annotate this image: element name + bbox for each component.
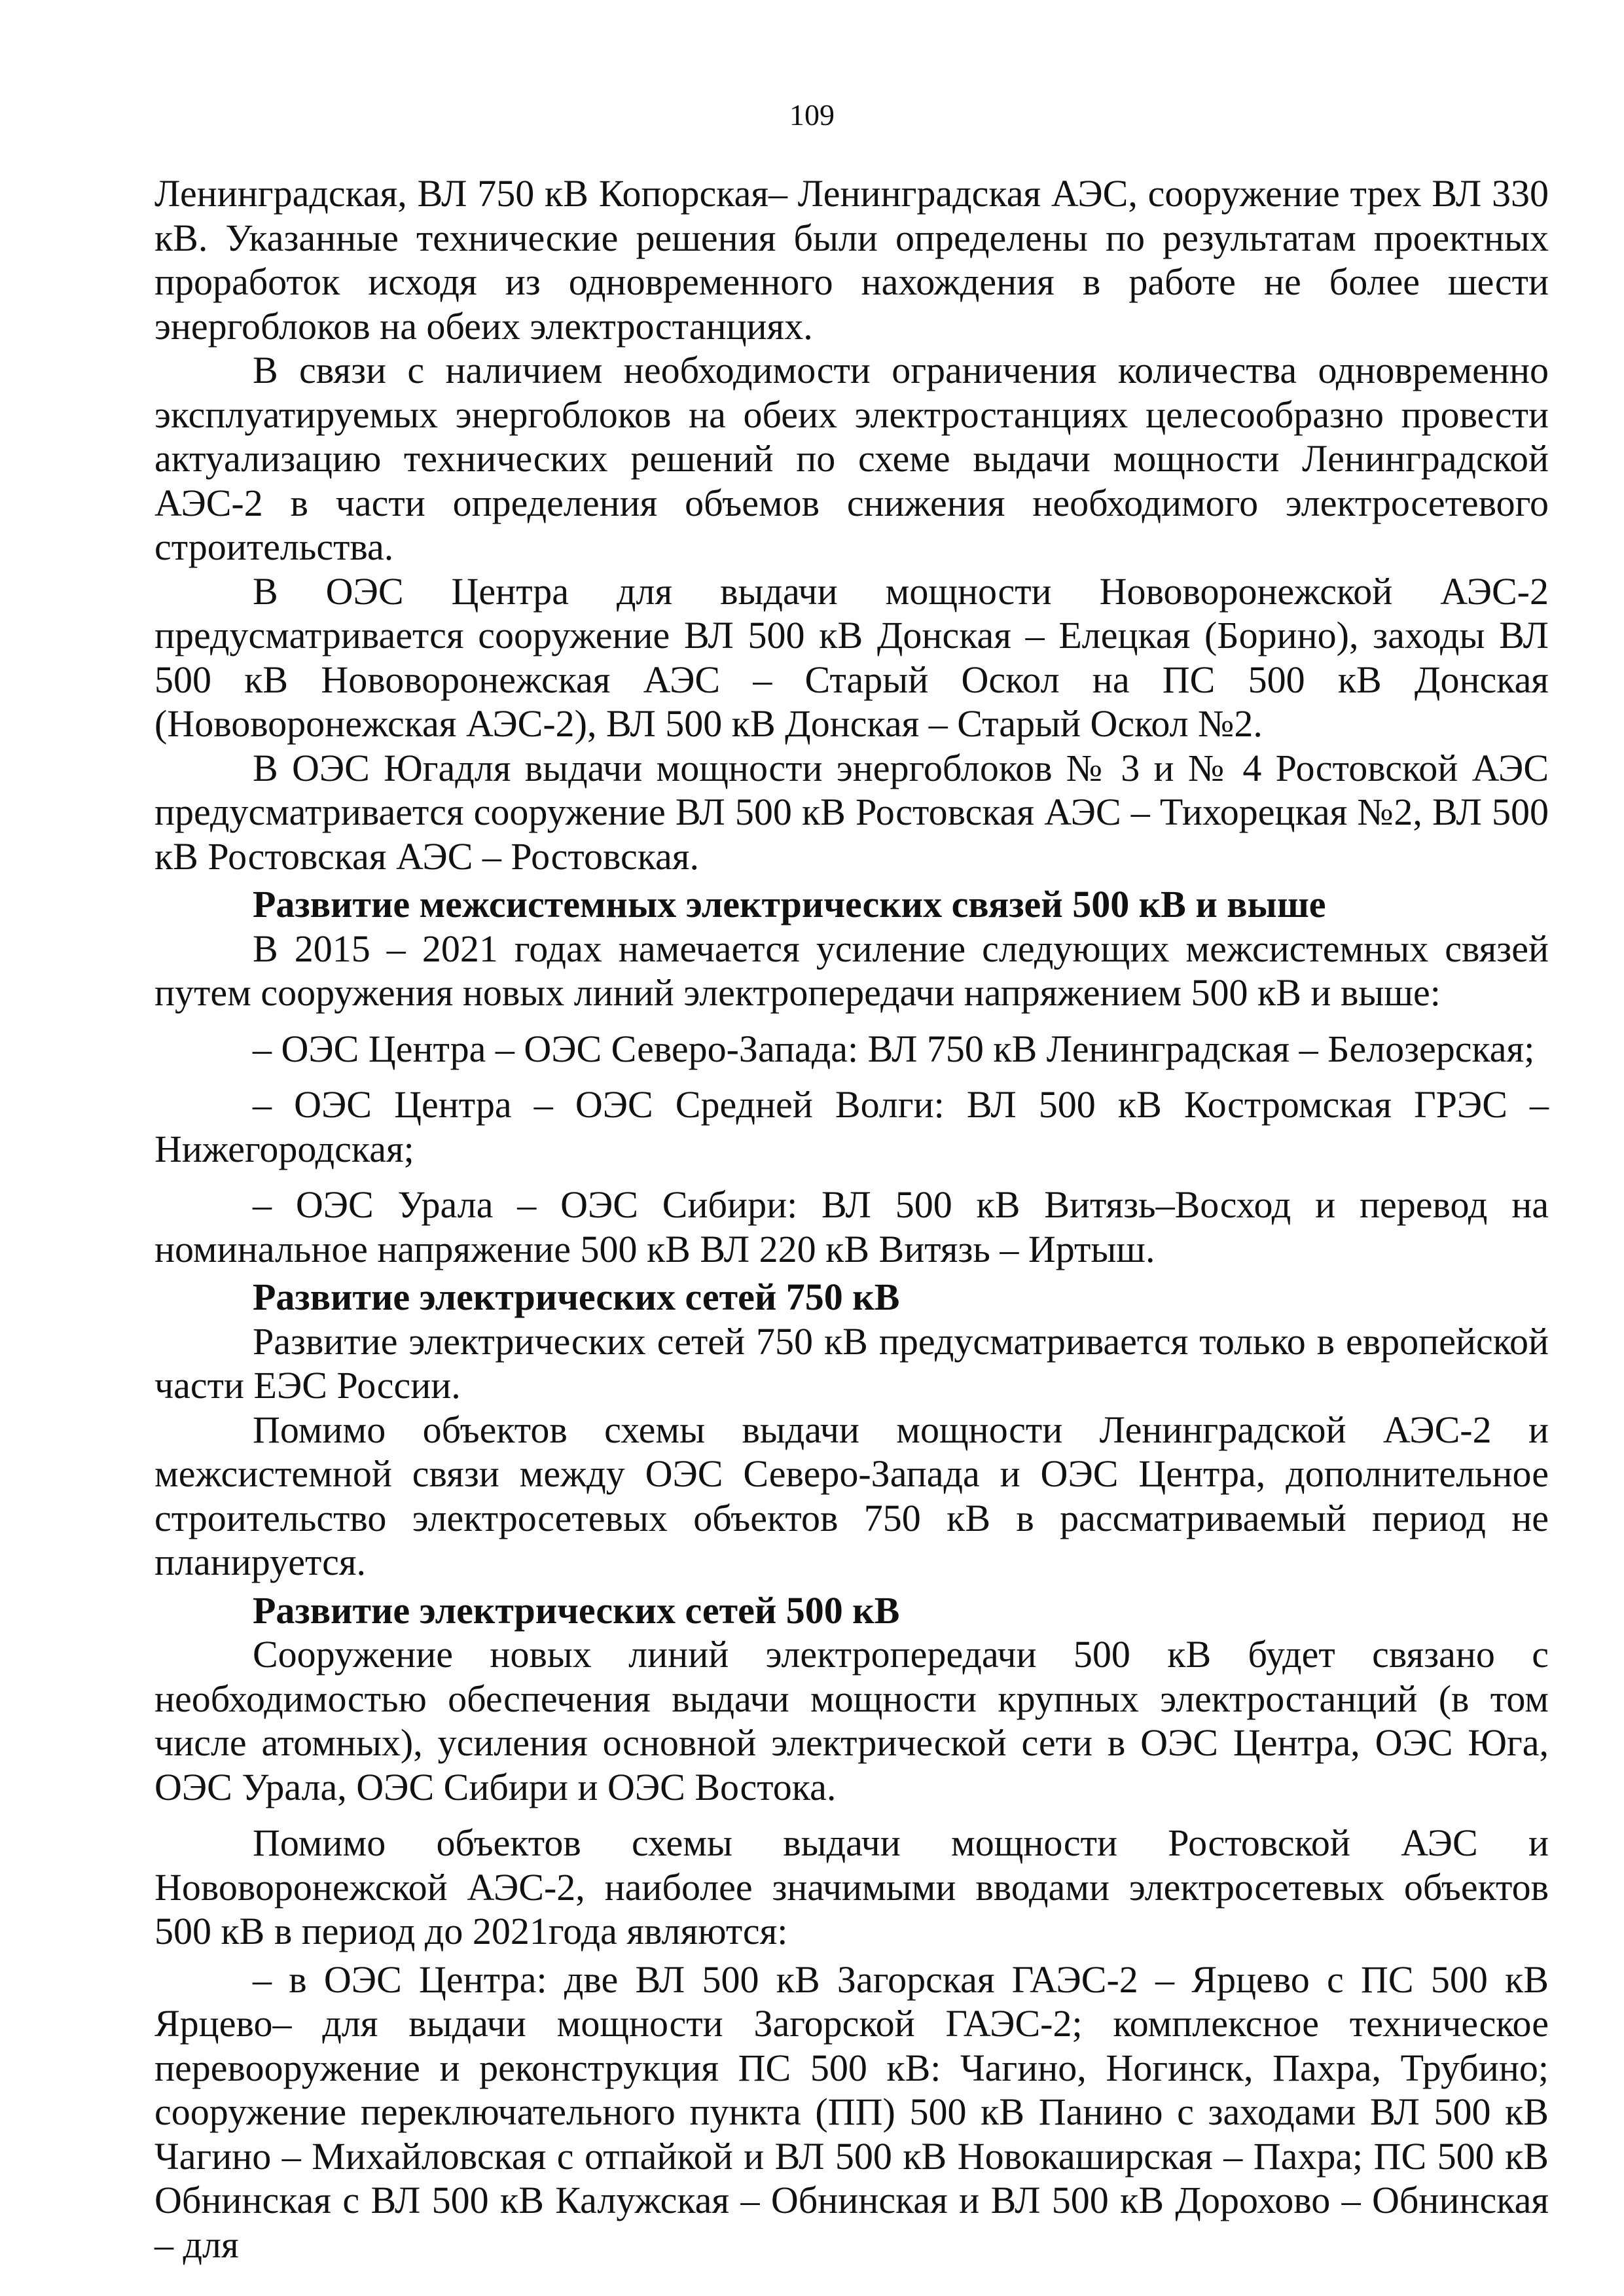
- paragraph-rostov-npp: В ОЭС Югадля выдачи мощности энергоблоков № 3 и № 4 Ростовской АЭС предусматривается сооружение ВЛ 500 кВ Ростовская АЭС – Тихорецкая №2, ВЛ 500 кВ Ростовская АЭС – Ростовская.: [154, 746, 1549, 878]
- list-item-center-northwest: – ОЭС Центра – ОЭС Северо-Запада: ВЛ 750 кВ Ленинградская – Белозерская;: [253, 1027, 1535, 1070]
- list-item-center-500kv: – в ОЭС Центра: две ВЛ 500 кВ Загорская ГАЭС-2 – Ярцево с ПС 500 кВ Ярцево– для выдачи мощности Загорской ГАЭС-2; комплексное техническое перевооружение и реконструкция ПС 500 кВ: Чагино, Ногинск, Пахра, Трубино; сооружение переключательного пункта (ПП) 500 кВ Панино с заходами ВЛ 500 кВ Чагино – Михайловская с отпайкой и ВЛ 500 кВ Новокаширская – Пахра; ПС 500 кВ Обнинская с ВЛ 500 кВ Калужская – Обнинская и ВЛ 500 кВ Дорохово – Обнинская – для: [154, 1958, 1549, 2266]
- section-heading-intersystem: Развитие межсистемных электрических связей 500 кВ и выше: [253, 883, 1326, 925]
- paragraph-500kv-significant-inputs: Помимо объектов схемы выдачи мощности Ростовской АЭС и Нововоронежской АЭС-2, наиболее значимыми вводами электросетевых объектов 500 кВ в период до 2021года являются:: [154, 1821, 1549, 1952]
- paragraph-novovoronezh-npp: В ОЭС Центра для выдачи мощности Нововоронежской АЭС-2 предусматривается сооружение ВЛ 500 кВ Донская – Елецкая (Борино), заходы ВЛ 500 кВ Нововоронежская АЭС – Старый Оскол на ПС 500 кВ Донская (Нововоронежская АЭС-2), ВЛ 500 кВ Донская – Старый Оскол №2.: [154, 569, 1549, 745]
- list-item-center-volga: – ОЭС Центра – ОЭС Средней Волги: ВЛ 500 кВ Костромская ГРЭС – Нижегородская;: [154, 1083, 1549, 1170]
- paragraph-750kv-no-additional: Помимо объектов схемы выдачи мощности Ленинградской АЭС-2 и межсистемной связи между ОЭС Северо-Запада и ОЭС Центра, дополнительное строительство электросетевых объектов 750 кВ в рассматриваемый период не планируется.: [154, 1408, 1549, 1583]
- page-body: [154, 171, 1549, 2267]
- paragraph-leningrad-npp: В связи с наличием необходимости ограничения количества одновременно эксплуатируемых энергоблоков на обеих электростанциях целесообразно провести актуализацию технических решений по схеме выдачи мощности Ленинградской АЭС-2 в части определения объемов снижения необходимого электросетевого строительства.: [154, 349, 1549, 568]
- paragraph-continuation: Ленинградская, ВЛ 750 кВ Копорская– Ленинградская АЭС, сооружение трех ВЛ 330 кВ. Указанные технические решения были определены по результатам проектных проработок исходя из одновременного нахождения в работе не более шести энергоблоков на обеих электростанциях.: [154, 172, 1549, 348]
- paragraph-500kv-new-lines: Сооружение новых линий электропередачи 500 кВ будет связано с необходимостью обеспечения выдачи мощности крупных электростанций (в том числе атомных), усиления основной электрической сети в ОЭС Центра, ОЭС Юга, ОЭС Урала, ОЭС Сибири и ОЭС Востока.: [154, 1633, 1549, 1808]
- page-number: 109: [789, 98, 835, 132]
- section-heading-750kv: Развитие электрических сетей 750 кВ: [253, 1276, 900, 1318]
- paragraph-intersystem-intro: В 2015 – 2021 годах намечается усиление следующих межсистемных связей путем сооружения новых линий электропередачи напряжением 500 кВ и выше:: [154, 927, 1549, 1014]
- section-heading-500kv: Развитие электрических сетей 500 кВ: [253, 1588, 900, 1632]
- list-item-ural-siberia: – ОЭС Урала – ОЭС Сибири: ВЛ 500 кВ Витязь–Восход и перевод на номинальное напряжение 500 кВ ВЛ 220 кВ Витязь – Иртыш.: [154, 1183, 1549, 1270]
- paragraph-750kv-europe: Развитие электрических сетей 750 кВ предусматривается только в европейской части ЕЭС России.: [154, 1319, 1549, 1407]
